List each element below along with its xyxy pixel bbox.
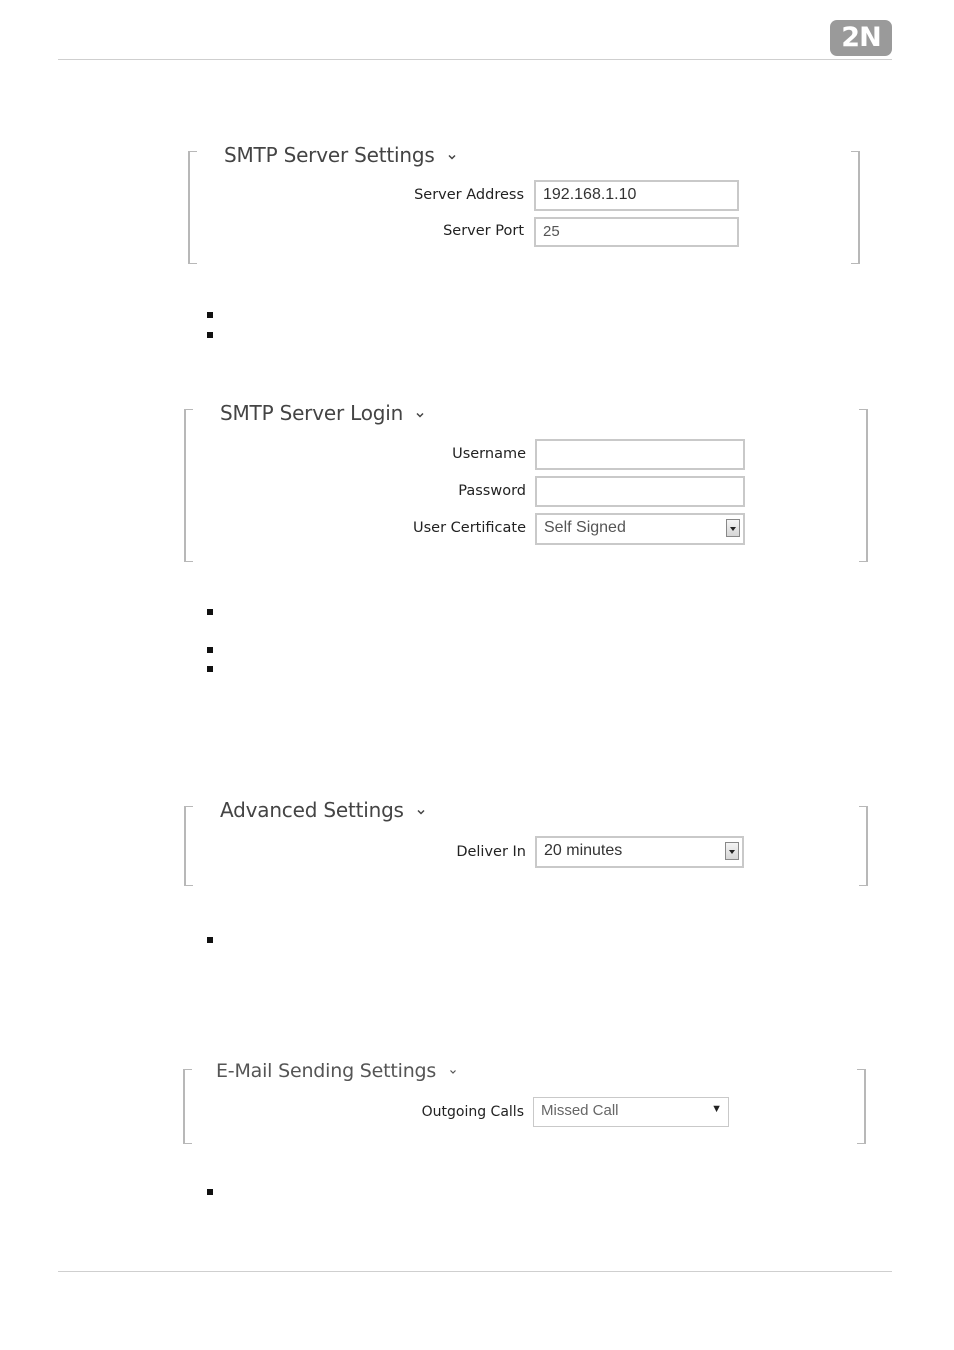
- user-certificate-label: User Certificate: [413, 520, 526, 536]
- server-port-input[interactable]: 25: [534, 217, 739, 247]
- panel-title[interactable]: [224, 143, 457, 167]
- password-input[interactable]: [535, 476, 745, 507]
- outgoing-calls-select[interactable]: [533, 1097, 729, 1127]
- list-bullet: [207, 937, 213, 943]
- panel-bracket-right: [851, 151, 860, 264]
- server-port-label: Server Port: [443, 223, 524, 239]
- chevron-down-icon[interactable]: [448, 1067, 458, 1077]
- brand-logo: 2N: [830, 20, 892, 56]
- list-bullet: [207, 647, 213, 653]
- footer-rule: [58, 1271, 892, 1272]
- server-address-label: Server Address: [414, 187, 524, 203]
- deliver-in-label: Deliver In: [456, 844, 526, 860]
- panel-title-text: E-Mail Sending Settings: [216, 1060, 437, 1082]
- panel-bracket-right: [857, 1069, 866, 1144]
- email-sending-settings-panel: [183, 1060, 866, 1144]
- panel-title[interactable]: [216, 1060, 458, 1082]
- panel-title-text: SMTP Server Settings: [224, 143, 435, 167]
- dropdown-arrow-icon[interactable]: [725, 842, 739, 860]
- panel-bracket-left: [183, 1069, 192, 1144]
- chevron-down-icon[interactable]: [447, 152, 457, 162]
- user-certificate-select[interactable]: [535, 513, 745, 545]
- password-label: Password: [458, 483, 526, 499]
- chevron-down-icon[interactable]: [415, 410, 425, 420]
- username-input[interactable]: [535, 439, 745, 470]
- panel-bracket-left: [184, 806, 193, 886]
- panel-bracket-right: [859, 409, 868, 562]
- deliver-in-value: 20 minutes: [544, 842, 623, 859]
- list-bullet: [207, 1189, 213, 1195]
- panel-title-text: Advanced Settings: [220, 798, 404, 822]
- header-rule: [58, 59, 892, 60]
- smtp-server-settings-panel: [188, 143, 860, 264]
- outgoing-calls-label: Outgoing Calls: [421, 1104, 524, 1120]
- list-bullet: [207, 312, 213, 318]
- panel-title[interactable]: [220, 401, 425, 425]
- deliver-in-select[interactable]: [535, 836, 744, 868]
- list-bullet: [207, 332, 213, 338]
- smtp-server-login-panel: [184, 401, 868, 562]
- panel-bracket-left: [184, 409, 193, 562]
- list-bullet: [207, 666, 213, 672]
- username-label: Username: [452, 446, 526, 462]
- dropdown-arrow-icon[interactable]: ▼: [711, 1103, 722, 1115]
- advanced-settings-panel: [184, 798, 868, 886]
- user-certificate-value: Self Signed: [544, 519, 626, 536]
- server-address-input[interactable]: 192.168.1.10: [534, 180, 739, 211]
- chevron-down-icon[interactable]: [416, 807, 426, 817]
- panel-title-text: SMTP Server Login: [220, 401, 404, 425]
- panel-bracket-right: [859, 806, 868, 886]
- panel-title[interactable]: [220, 798, 426, 822]
- list-bullet: [207, 609, 213, 615]
- dropdown-arrow-icon[interactable]: [726, 519, 740, 537]
- panel-bracket-left: [188, 151, 197, 264]
- outgoing-calls-value: Missed Call: [541, 1102, 619, 1119]
